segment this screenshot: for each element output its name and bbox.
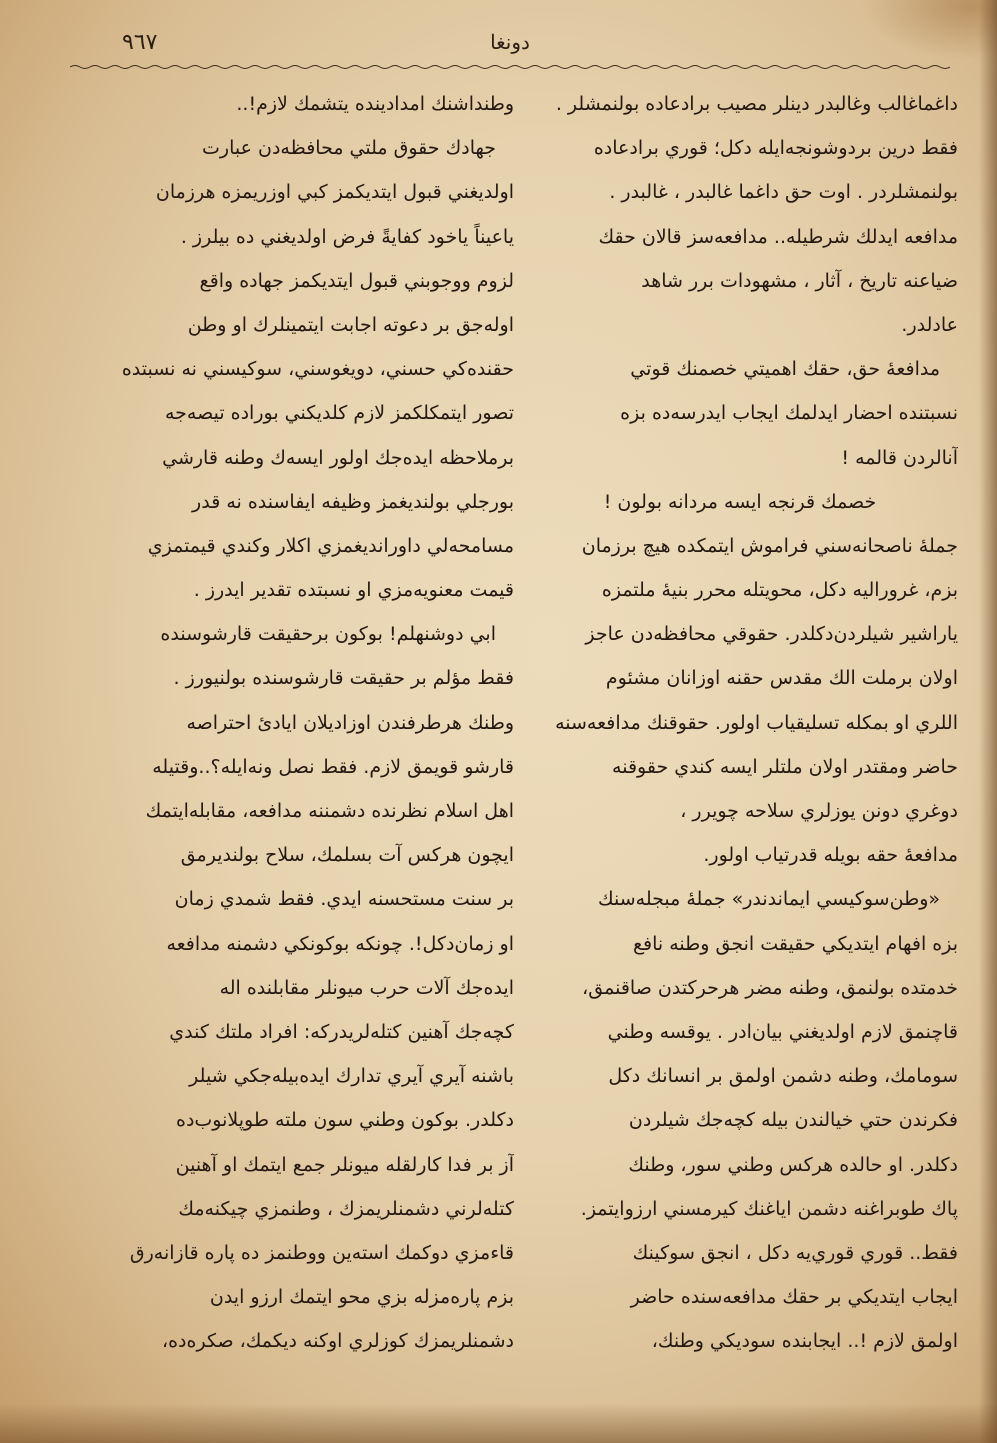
left-text-column — [90, 82, 514, 1363]
text-line: مدافعهٔ حقه بويله قدرتياب اولور. — [703, 844, 958, 867]
text-line: دوغري دونن يوزلري سلاحه چويرر ، — [680, 800, 958, 822]
text-line: پاك طوبراغنه دشمن اياغنك كيرمسني ارزوايتمز. — [580, 1197, 958, 1220]
text-line: ابي دوشنهلم! بوكون برحقيقت قارشوسنده — [160, 623, 496, 646]
page-edge-shadow-bottom — [0, 1403, 997, 1443]
text-line: اولمق لازم !.. ايجابنده سوديكي وطنك، — [651, 1330, 958, 1353]
text-line: حاضر ومقتدر اولان ملتلر ايسه كندي حقوقنه — [612, 755, 958, 778]
text-line: مدافعه ايدلك شرطيله.. مدافعه‌سز قالان حقك — [598, 225, 958, 248]
text-line: دكلدر. او حالده هركس وطني سور، وطنك — [628, 1153, 958, 1176]
text-line: او زمان‌دكل!. چونكه بوكونكي دشمنه مدافعه — [166, 932, 514, 955]
text-line: قاچنمق لازم اولديغني بيان‌ادر . يوقسه وطني — [607, 1020, 958, 1043]
text-line: حقنده‌كي حسني، دويغوسني، سوكيسني نه نسبتده — [121, 358, 514, 381]
text-line: فقط مؤلم بر حقيقت قارشوسنده بولنيورز . — [173, 667, 514, 690]
text-line: كتله‌لرني دشمنلريمزك ، وطنمزي چيكنه‌مك — [178, 1197, 514, 1220]
text-line: باشنه آيري آيري تدارك ايده‌بيله‌جكي شيلر — [189, 1065, 514, 1088]
text-line: ياراشير شيلردن‌دكلدر. حقوقي محافظه‌دن عاجز — [585, 623, 958, 646]
text-line: فقط درين بردوشونجه‌ايله دكل؛ قوري برادعاده — [593, 137, 958, 160]
page-number: ٩٦٧ — [122, 30, 158, 55]
text-line: عادلدر. — [901, 313, 958, 336]
text-line: ياعيناً ياخود كفايةً فرض اولديغني ده بيلرز . — [180, 225, 514, 248]
text-line: قاءمزي دوكمك استه‌ين ووطنمز ده پاره قازانه‌رق — [129, 1241, 514, 1264]
text-line: خدمتده بولنمق، وطنه مضر هرحركتدن صاقنمق، — [582, 976, 958, 999]
text-line: قارشو قويمق لازم. فقط نصل ونه‌ايله؟..وقتيله — [152, 755, 514, 778]
text-line: اوله‌جق بر دعوته اجابت ايتمينلرك او وطن — [187, 313, 514, 336]
text-line: وطنداشنك امدادينده يتشمك لازم!.. — [236, 93, 514, 115]
page-header — [70, 20, 950, 64]
text-line: اللري او بمكله تسليقياب اولور. حقوقنك مدافعه‌سنه — [555, 711, 958, 734]
text-line: بزم، غروراليه دكل، محويتله محرر بنيهٔ ملتمزه — [601, 579, 958, 602]
text-line: آز بر فدا كارلقله ميونلر جمع ايتمك او آهنين — [175, 1153, 514, 1176]
text-line: سومامك، وطنه دشمن اولمق بر انسانك دكل — [608, 1065, 958, 1088]
text-line: ايجاب ايتديكي بر حقك مدافعه‌سنده حاضر — [630, 1286, 958, 1309]
text-line: دشمنلريمزك كوزلري اوكنه ديكمك، صكره‌ده، — [161, 1330, 514, 1353]
text-line: اهل اسلام نظرنده دشمننه مدافعه، مقابله‌ايتمك — [145, 800, 514, 822]
text-line: «وطن‌سوكيسي ايماندندر» جملهٔ مبجله‌سنك — [598, 888, 940, 911]
text-line: بولنمشلردر . اوت حق داغما غالبدر ، غالبدر . — [609, 181, 958, 204]
running-title: دونغا — [490, 30, 530, 54]
text-line: آنالردن قالمه ! — [841, 446, 958, 469]
text-line: اولان برملت الك مقدس حقنه اوزانان مشئوم — [605, 667, 958, 690]
text-line: بزه افهام ايتديكي حقيقت انجق وطنه نافع — [632, 932, 958, 955]
text-line: برملاحظه ايده‌جك اولور ايسه‌ك وطنه قارشي — [162, 446, 514, 469]
text-line: فكرندن حتي خيالندن بيله كچه‌جك شيلردن — [628, 1109, 958, 1132]
text-line: داغماغالب وغالبدر دينلر مصيب برادعاده بولنمشلر . — [555, 93, 958, 115]
text-line: تصور ايتمكلكمز لازم كلديكني بوراده تيصه‌جه — [164, 402, 514, 425]
text-line: ايده‌جك آلات حرب ميونلر مقابلنده اله — [219, 976, 514, 999]
text-line: ضياعنه تاريخ ، آثار ، مشهودات برر شاهد — [641, 269, 958, 292]
text-line: جهادك حقوق ملتي محافظه‌دن عبارت — [202, 137, 496, 160]
text-line: جملهٔ ناصحانه‌سني فراموش ايتمكده هيچ برزمان — [581, 534, 958, 557]
text-line: مدافعهٔ حق، حقك اهميتي خصمنك قوتي — [630, 358, 940, 381]
text-line: نسبتنده احضار ايدلمك ايجاب ايدرسه‌ده بزه — [620, 402, 958, 425]
text-line: دكلدر. بوكون وطني سون ملته طوپلانوب‌ده — [175, 1109, 514, 1132]
text-line: ايچون هركس آت بسلمك، سلاح بولندیرمق — [180, 844, 514, 867]
text-line: بورجلي بولنديغمز وظيفه ايفاسنده نه قدر — [192, 490, 514, 513]
header-wavy-rule — [70, 64, 950, 70]
right-text-column — [522, 82, 958, 1363]
text-line: بر سنت مستحسنه ايدي. فقط شمدي زمان — [174, 888, 514, 911]
text-line: اولديغني قبول ايتديكمز كبي اوزريمزه هرزمان — [155, 181, 514, 204]
text-line: وطنك هرطرفندن اوزادیلان ایادئ احتراصه — [186, 711, 514, 734]
text-line: كچه‌جك آهنين كتله‌لريدركه: افراد ملتك كندي — [169, 1020, 514, 1043]
quoted-proverb: خصمك قرنجه ايسه مردانه بولون ! — [603, 490, 877, 513]
text-line: بزم پاره‌مزله بزي محو ايتمك ارزو ايدن — [209, 1286, 514, 1309]
text-line: فقط.. قوري قوري‌يه دكل ، انجق سوكينك — [632, 1241, 958, 1264]
page-edge-shadow-right — [979, 0, 997, 1443]
text-line: لزوم ووجوبني قبول ايتديكمز جهاده واقع — [199, 269, 514, 292]
text-line: قيمت معنويه‌مزي او نسبتده تقدير ايدرز . — [193, 579, 514, 602]
text-line: مسامحه‌لي داوراندیغمزي اكلار وكندي قيمتمزي — [147, 534, 514, 557]
